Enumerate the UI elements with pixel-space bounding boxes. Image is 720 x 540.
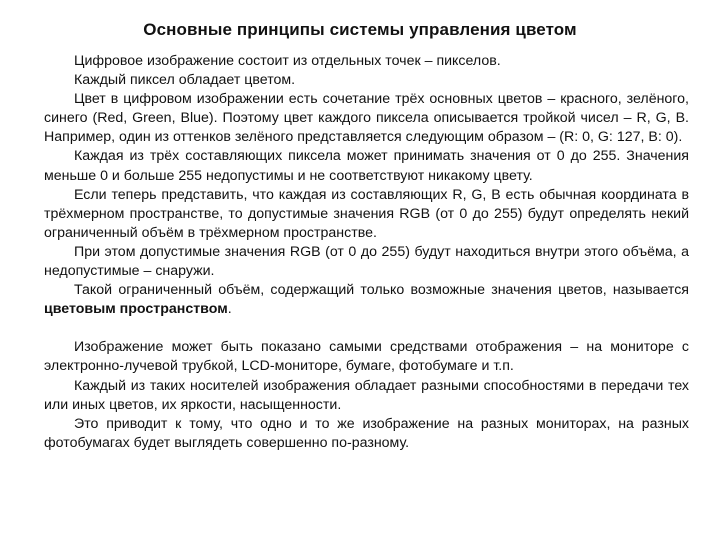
paragraph-pixels: Цифровое изображение состоит из отдельных точек – пикселов.: [74, 53, 501, 69]
page-title: Основные принципы системы управления цветом: [143, 20, 577, 39]
color-space-term: цветовым пространством: [44, 301, 228, 318]
paragraph-device-capabilities: Каждый из таких носителей изображения обладает разными способностями в передачи тех или иных цветов, их яркости, насыщенности.: [44, 377, 689, 413]
paragraph-value-range: Каждая из трёх составляющих пиксела может принимать значения от 0 до 255. Значения меньше 0 и больше 255 недопустимы и не соответствуют никакому цвету.: [44, 148, 689, 184]
paragraph-display-devices: Изображение может быть показано самыми средствами отображения – на мониторе с электронно-лучевой трубкой, LCD-мониторе, бумаге, фотобумаге и т.п.: [44, 339, 689, 375]
color-space-suffix: .: [227, 301, 232, 318]
color-space-prefix: Такой ограниченный объём, содержащий только возможные значения цветов, называется: [74, 282, 689, 299]
text-body: [44, 52, 689, 453]
paragraph-inside-outside: При этом допустимые значения RGB (от 0 до 255) будут находиться внутри этого объёма, а недопустимые – снаружи.: [44, 243, 689, 280]
paragraph-rgb: Цвет в цифровом изображении есть сочетание трёх основных цветов – красного, зелёного, синего (Red, Green, Blue). Поэтому цвет каждого пиксела описывается тройкой чисел – R, G, B. Например, один из оттенков зелёного представляется следующим образом – (R: 0, G: 127, B: 0).: [44, 91, 689, 146]
paragraph-3d-coordinates: Если теперь представить, что каждая из составляющих R, G, B есть обычная координата в трёхмерном пространстве, то допустимые значения RGB (от 0 до 255) будут определять некий ограниченный объём в трёхмерном пространстве.: [44, 186, 689, 241]
paragraph-pixel-color: Каждый пиксел обладает цветом.: [74, 72, 296, 89]
paragraph-color-space: [44, 281, 689, 319]
paragraph-different-appearance: Это приводит к тому, что одно и то же изображение на разных мониторах, на разных фотобумагах будет выглядеть совершенно по-разному.: [44, 415, 689, 451]
